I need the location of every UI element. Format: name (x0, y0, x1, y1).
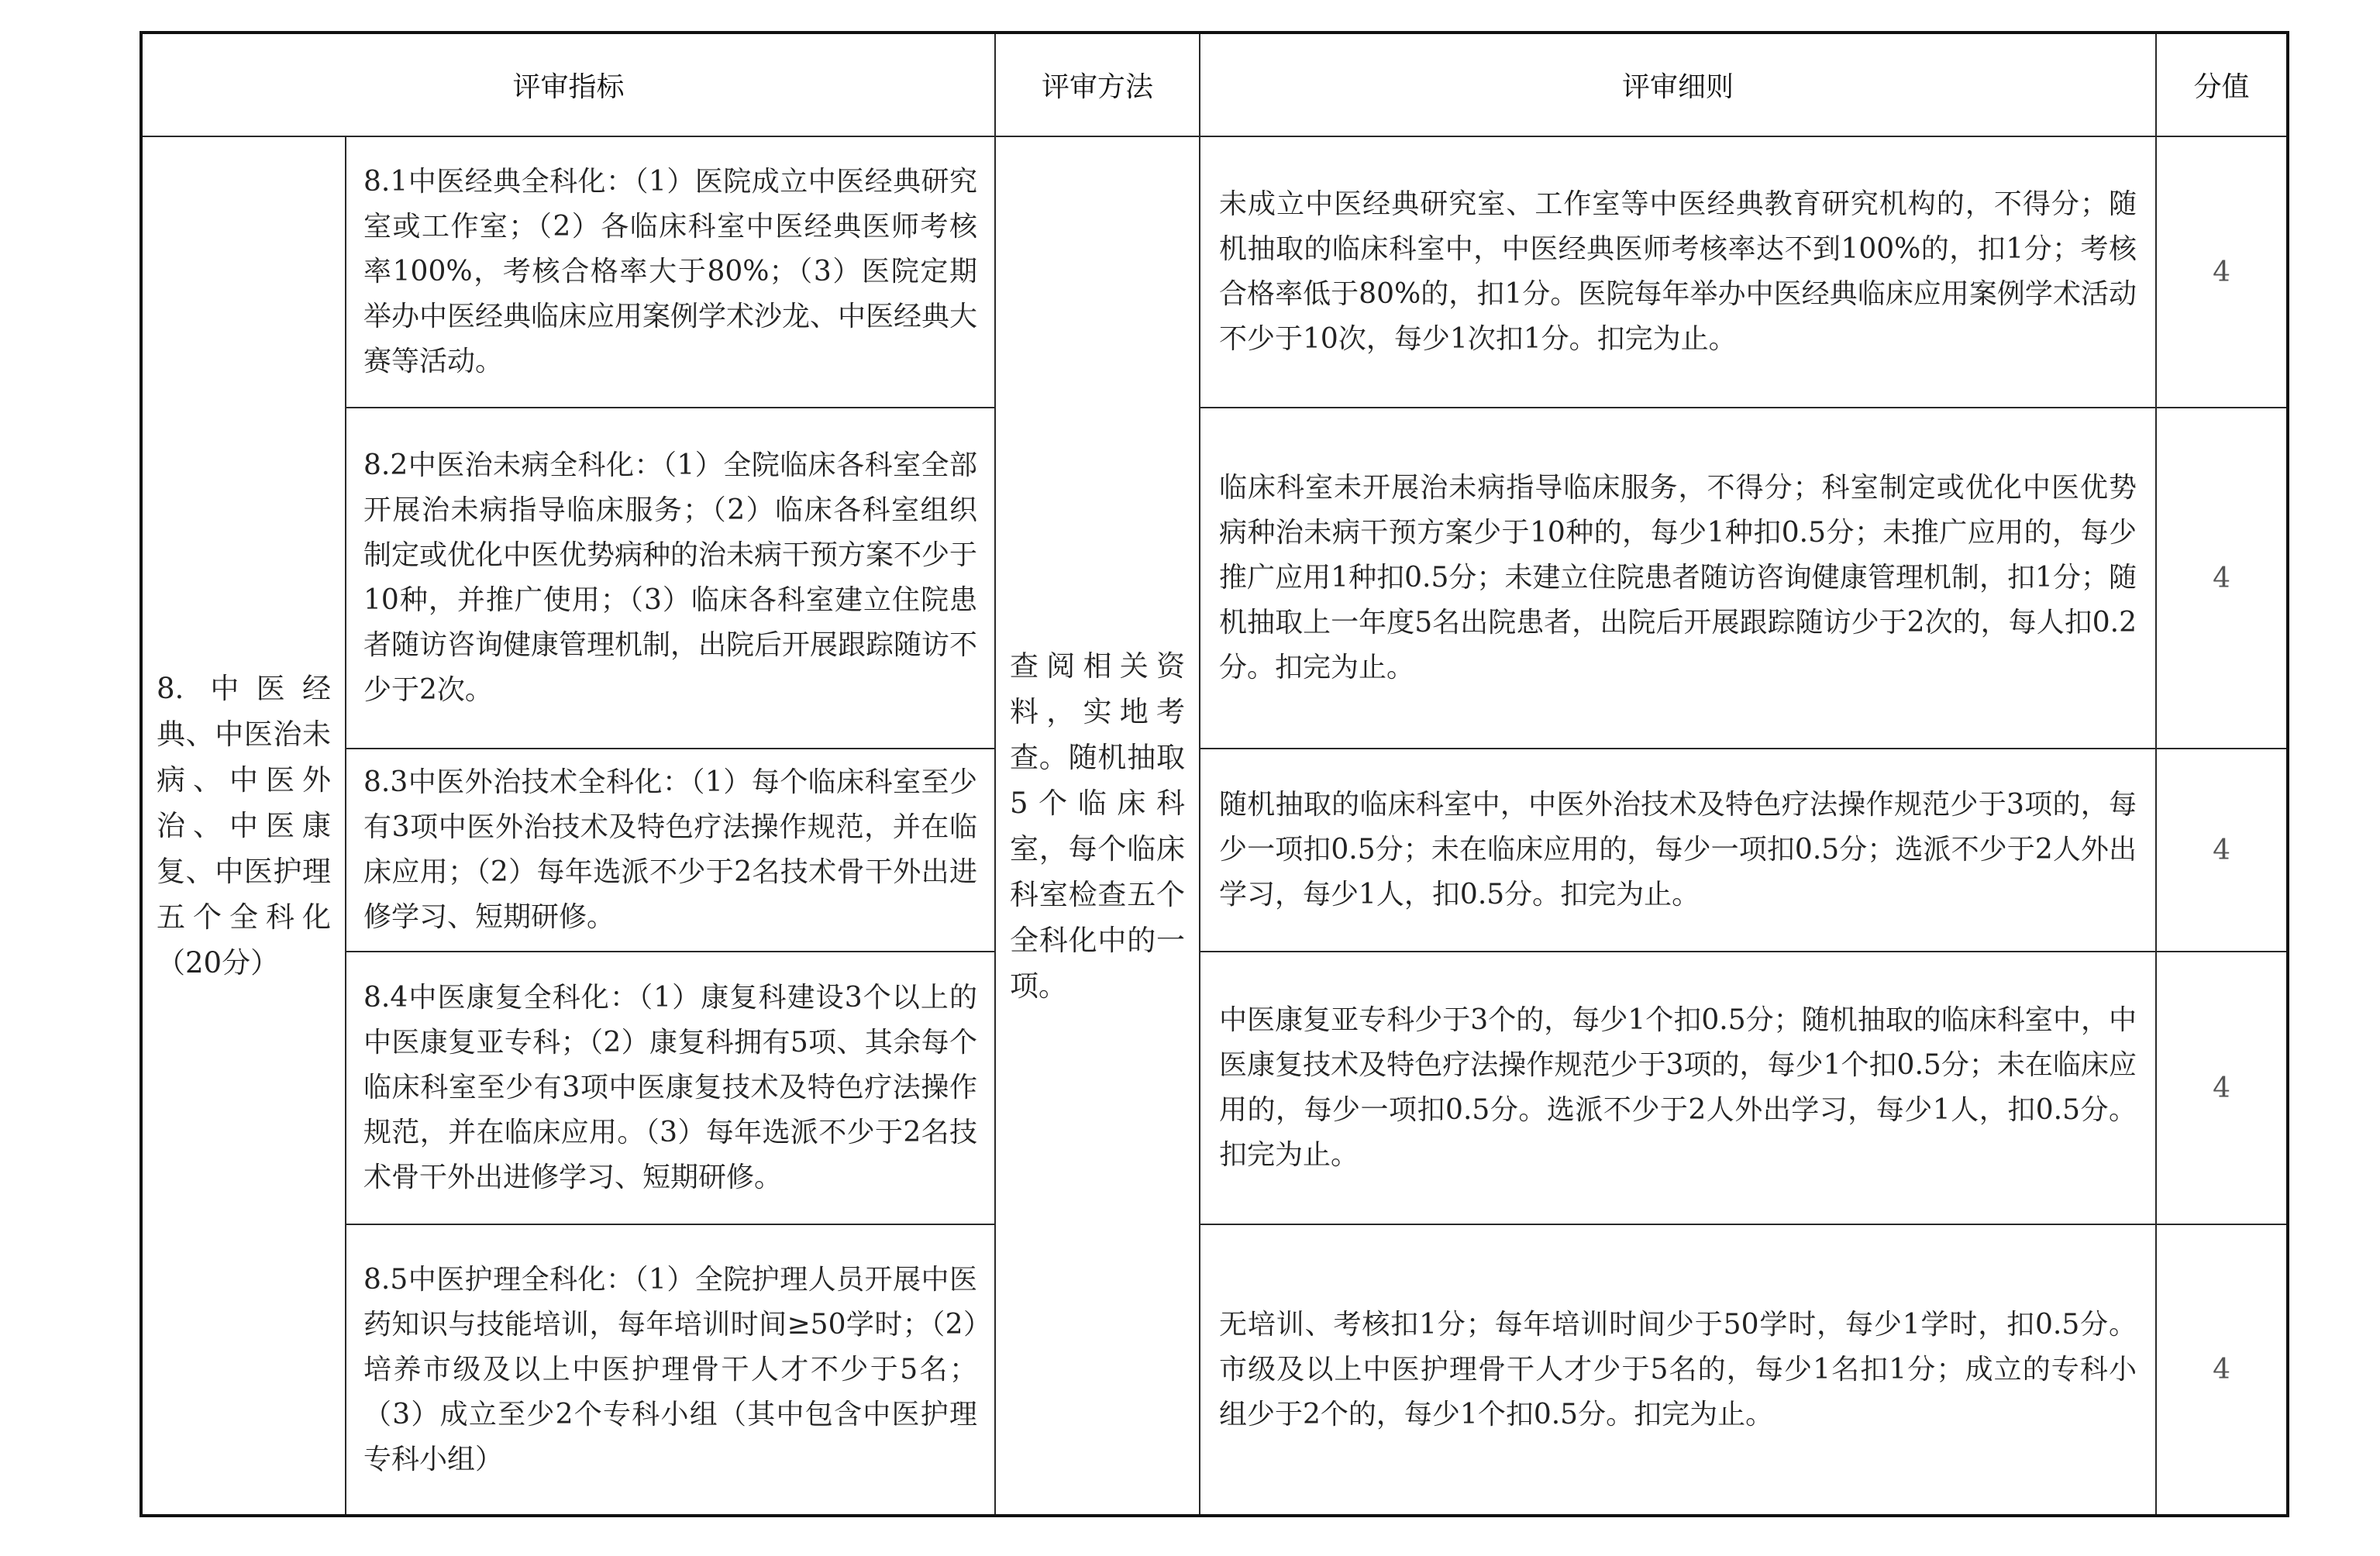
details-cell: 无培训、考核扣1分；每年培训时间少于50学时，每少1学时，扣0.5分。市级及以上中医护理骨干人才少于5名的，每少1名扣1分；成立的专科小组少于2个的，每少1个扣0.5分。扣完为止。 (1200, 1224, 2156, 1516)
indicator-cell: 8.2中医治未病全科化：（1）全院临床各科室全部开展治未病指导临床服务；（2）临床各科室组织制定或优化中医优势病种的治未病干预方案不少于10种，并推广使用；（3）临床各科室建立住院患者随访咨询健康管理机制，出院后开展跟踪随访不少于2次。 (346, 408, 995, 749)
score-cell: 4 (2156, 952, 2288, 1224)
details-cell: 中医康复亚专科少于3个的，每少1个扣0.5分；随机抽取的临床科室中，中医康复技术及特色疗法操作规范少于3项的，每少1个扣0.5分；未在临床应用的，每少一项扣0.5分。选派不少于2人外出学习，每少1人，扣0.5分。扣完为止。 (1200, 952, 2156, 1224)
table-row (141, 749, 2288, 952)
header-score: 分值 (2156, 33, 2288, 136)
details-cell: 未成立中医经典研究室、工作室等中医经典教育研究机构的，不得分；随机抽取的临床科室中，中医经典医师考核率达不到100%的，扣1分；考核合格率低于80%的，扣1分。医院每年举办中医经典临床应用案例学术活动不少于10次，每少1次扣1分。扣完为止。 (1200, 136, 2156, 408)
indicator-cell: 8.3中医外治技术全科化：（1）每个临床科室至少有3项中医外治技术及特色疗法操作规范，并在临床应用；（2）每年选派不少于2名技术骨干外出进修学习、短期研修。 (346, 749, 995, 952)
score-cell: 4 (2156, 136, 2288, 408)
indicator-cell: 8.1中医经典全科化：（1）医院成立中医经典研究室或工作室；（2）各临床科室中医经典医师考核率100%，考核合格率大于80%；（3）医院定期举办中医经典临床应用案例学术沙龙、中医经典大赛等活动。 (346, 136, 995, 408)
score-cell: 4 (2156, 749, 2288, 952)
table-row (141, 1224, 2288, 1516)
details-cell: 临床科室未开展治未病指导临床服务，不得分；科室制定或优化中医优势病种治未病干预方案少于10种的，每少1种扣0.5分；未推广应用的，每少推广应用1种扣0.5分；未建立住院患者随访咨询健康管理机制，扣1分；随机抽取上一年度5名出院患者，出院后开展跟踪随访少于2次的，每人扣0.2分。扣完为止。 (1200, 408, 2156, 749)
table-row (141, 952, 2288, 1224)
header-indicator: 评审指标 (141, 33, 995, 136)
review-criteria-table (139, 31, 2289, 1517)
header-method: 评审方法 (995, 33, 1200, 136)
score-cell: 4 (2156, 1224, 2288, 1516)
details-cell: 随机抽取的临床科室中，中医外治技术及特色疗法操作规范少于3项的，每少一项扣0.5分；未在临床应用的，每少一项扣0.5分；选派不少于2人外出学习，每少1人，扣0.5分。扣完为止。 (1200, 749, 2156, 952)
indicator-cell: 8.5中医护理全科化：（1）全院护理人员开展中医药知识与技能培训，每年培训时间≥50学时；（2）培养市级及以上中医护理骨干人才不少于5名；（3）成立至少2个专科小组（其中包含中医护理专科小组） (346, 1224, 995, 1516)
category-cell: 8. 中医经典、中医治未病、中医外治、中医康复、中医护理五个全科化（20分） (141, 136, 346, 1516)
indicator-cell: 8.4中医康复全科化：（1）康复科建设3个以上的中医康复亚专科；（2）康复科拥有5项、其余每个临床科室至少有3项中医康复技术及特色疗法操作规范，并在临床应用。（3）每年选派不少于2名技术骨干外出进修学习、短期研修。 (346, 952, 995, 1224)
score-cell: 4 (2156, 408, 2288, 749)
table-row (141, 408, 2288, 749)
method-cell: 查阅相关资料，实地考查。随机抽取5个临床科室，每个临床科室检查五个全科化中的一项。 (995, 136, 1200, 1516)
table-row (141, 136, 2288, 408)
header-details: 评审细则 (1200, 33, 2156, 136)
header-row (141, 33, 2288, 136)
